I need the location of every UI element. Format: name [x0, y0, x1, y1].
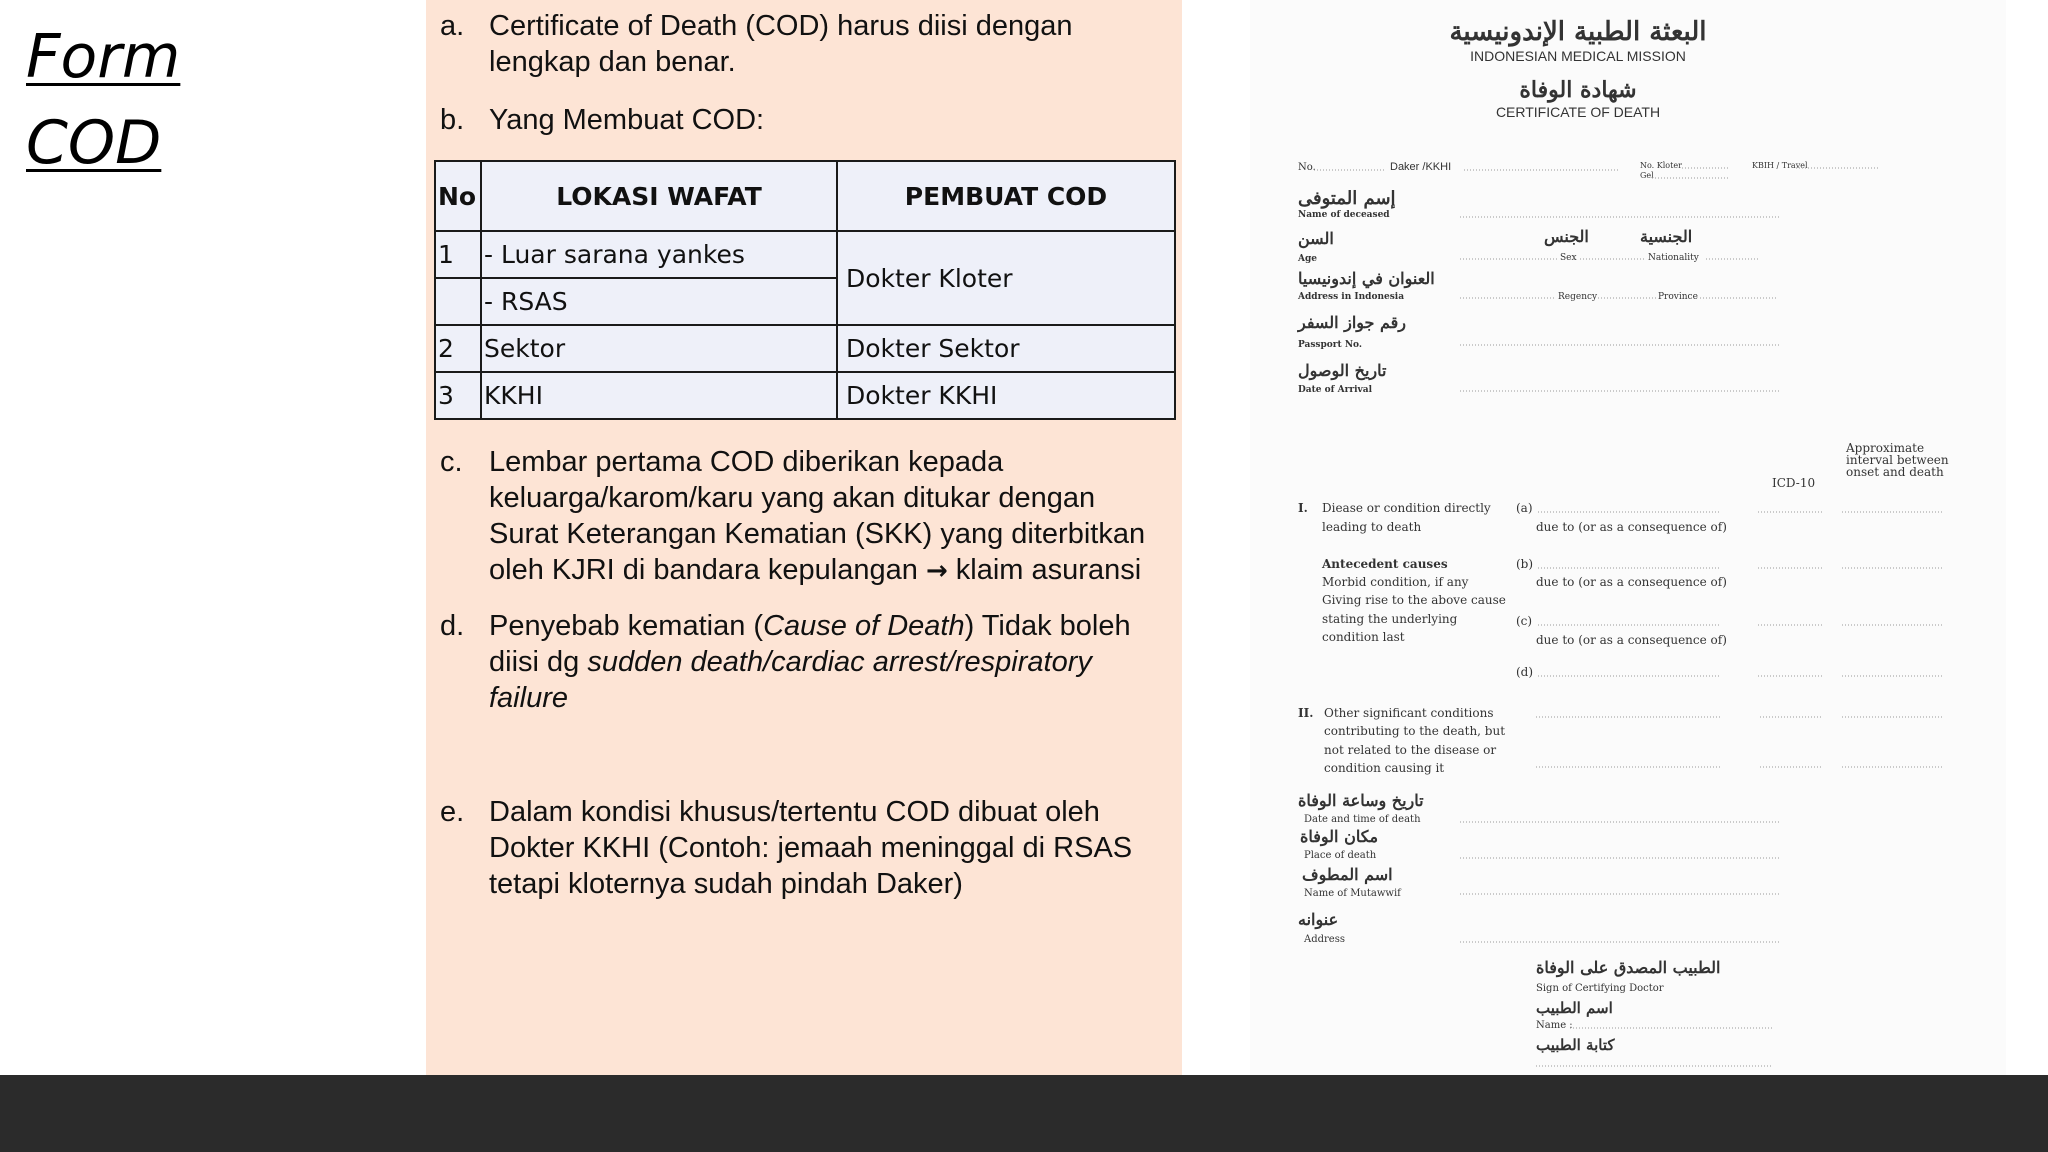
field-arabic: تاريخ الوصول [1298, 361, 1387, 380]
row-lokasi: - Luar sarana yankes [481, 231, 837, 278]
antecedent-line-3: stating the underlying [1322, 612, 1458, 626]
nationality-label: Nationality [1648, 253, 1699, 263]
field-arabic: رقم جواز السفر [1298, 313, 1407, 332]
field-label: Name of deceased [1298, 210, 1390, 220]
row-pembuat: Dokter Sektor [837, 325, 1175, 372]
row-no [435, 278, 481, 325]
doctor-name: Name : [1536, 1020, 1573, 1031]
approx-line-3: onset and death [1846, 465, 1944, 479]
header-gel: Gel [1640, 171, 1654, 180]
bottom-label: Date and time of death [1304, 814, 1421, 825]
province-label: Province [1658, 292, 1698, 302]
item-d-text-1: Penyebab kematian ( [489, 610, 764, 642]
icd-label: ICD-10 [1772, 476, 1816, 490]
header-daker: Daker /KKHI [1390, 161, 1452, 173]
item-d-marker: d. [440, 610, 465, 642]
cod-maker-table [434, 160, 1176, 420]
item-d-body [489, 608, 1170, 716]
header-no: No [435, 161, 481, 231]
item-c-body [489, 444, 1170, 589]
row-lokasi: Sektor [481, 325, 837, 372]
field-label: Address in Indonesia [1298, 292, 1405, 302]
bottom-arabic: تاريخ وساعة الوفاة [1298, 791, 1424, 810]
org-name: INDONESIAN MEDICAL MISSION [1470, 48, 1686, 64]
item-c-tail: klaim asuransi [955, 554, 1142, 586]
item-e-marker: e. [440, 796, 465, 828]
bottom-label: Address [1304, 934, 1345, 945]
sex-label: Sex [1560, 253, 1577, 263]
doctor-seal-arabic: كتابة الطبيب [1536, 1036, 1615, 1054]
approx-line-2: interval between [1846, 453, 1949, 467]
due-to: due to (or as a consequence of) [1536, 633, 1727, 647]
field-label: Date of Arrival [1298, 385, 1373, 395]
due-to: due to (or as a consequence of) [1536, 520, 1727, 534]
antecedent-line-1: Morbid condition, if any [1322, 575, 1469, 589]
section2-line-1: Other significant conditions [1324, 706, 1494, 720]
doctor-arabic: الطبيب المصدق على الوفاة [1536, 958, 1721, 977]
row-no: 2 [435, 325, 481, 372]
bottom-arabic: عنوانه [1298, 910, 1339, 929]
field-label: Age [1298, 254, 1318, 264]
slide-title-line-1: Form [26, 22, 181, 92]
section1-line-1: Diease or condition directly [1322, 501, 1491, 515]
header-kloter: No. Kloter [1640, 161, 1682, 170]
cause-letter-c: (c) [1516, 614, 1533, 628]
bottom-label: Place of death [1304, 850, 1377, 861]
due-to: due to (or as a consequence of) [1536, 575, 1727, 589]
row-pembuat: Dokter KKHI [837, 372, 1175, 419]
certificate-of-death-form-image [1250, 0, 2006, 1075]
slide-title-line-2: COD [26, 108, 162, 178]
item-c-text: Lembar pertama COD diberikan kepada keluarga/karom/karu yang akan ditukar dengan Surat Keterangan Kematian (SKK) yang diterbitkan oleh KJRI di bandara kepulangan [489, 446, 1146, 586]
section1-roman: I. [1298, 501, 1308, 515]
section2-line-3: not related to the disease or [1324, 743, 1497, 757]
field-arabic: السن [1298, 229, 1334, 248]
row-no: 1 [435, 231, 481, 278]
table-row [435, 372, 1175, 419]
cause-letter-b: (b) [1516, 557, 1534, 571]
item-e-text: Dalam kondisi khusus/tertentu COD dibuat oleh Dokter KKHI (Contoh: jemaah meninggal di RSAS tetapi kloternya sudah pindah Daker) [489, 796, 1133, 900]
doctor-name-arabic: اسم الطبيب [1536, 999, 1613, 1017]
field-arabic: العنوان في إندونيسيا [1298, 269, 1435, 288]
item-b-text: Yang Membuat COD: [489, 104, 765, 136]
bottom-arabic: مكان الوفاة [1300, 827, 1379, 846]
item-c [440, 444, 1170, 589]
item-d-italic-2: sudden death/cardiac arrest/respiratory failure [489, 646, 1092, 714]
section2-line-4: condition causing it [1324, 761, 1445, 775]
cause-letter-d: (d) [1516, 665, 1534, 679]
header-kbih: KBIH / Travel [1752, 161, 1808, 170]
item-b-marker: b. [440, 104, 465, 136]
item-a-text: Certificate of Death (COD) harus diisi dengan lengkap dan benar. [489, 10, 1073, 78]
approx-line-1: Approximate [1846, 441, 1925, 455]
table-row [435, 325, 1175, 372]
bottom-label: Name of Mutawwif [1304, 888, 1401, 899]
antecedent-line-4: condition last [1322, 630, 1405, 644]
table-row [435, 231, 1175, 278]
item-a-marker: a. [440, 10, 465, 42]
section2-roman: II. [1298, 706, 1314, 720]
nationality-arabic: الجنسية [1640, 227, 1693, 246]
cert-name: CERTIFICATE OF DEATH [1495, 104, 1661, 120]
section2-line-2: contributing to the death, but [1324, 724, 1506, 738]
slide-title [26, 14, 180, 186]
item-b [440, 102, 1170, 138]
footer-bar [0, 1075, 2048, 1152]
section1-line-2: leading to death [1322, 520, 1422, 534]
header-lokasi-wafat: LOKASI WAFAT [481, 161, 837, 231]
org-arabic: البعثة الطبية الإندونيسية [1449, 17, 1707, 47]
field-arabic: إسم المتوفى [1298, 188, 1396, 209]
bottom-arabic: اسم المطوف [1302, 865, 1393, 884]
field-label: Passport No. [1298, 340, 1363, 350]
arrow-right-icon: → [925, 556, 948, 586]
row-pembuat: Dokter Kloter [837, 231, 1175, 325]
cert-arabic: شهادة الوفاة [1519, 77, 1637, 103]
antecedent-line-2: Giving rise to the above cause [1322, 593, 1506, 607]
item-d [440, 608, 1170, 716]
text-panel [426, 0, 1182, 1075]
doctor-sign: Sign of Certifying Doctor [1536, 983, 1664, 994]
table-header-row [435, 161, 1175, 231]
item-d-italic-1: Cause of Death [763, 610, 965, 642]
sex-arabic: الجنس [1544, 227, 1589, 246]
row-no: 3 [435, 372, 481, 419]
cod-form-svg [1250, 0, 2006, 1075]
header-no: No. [1298, 162, 1316, 173]
item-e [440, 794, 1170, 902]
item-a [440, 8, 1170, 80]
row-lokasi: - RSAS [481, 278, 837, 325]
antecedent-label: Antecedent causes [1322, 557, 1448, 571]
item-d-text-2: ) Tidak boleh diisi dg [489, 610, 1131, 678]
header-pembuat-cod: PEMBUAT COD [837, 161, 1175, 231]
cause-letter-a: (a) [1516, 501, 1533, 515]
row-lokasi: KKHI [481, 372, 837, 419]
regency-label: Regency [1558, 292, 1598, 302]
item-c-marker: c. [440, 446, 463, 478]
